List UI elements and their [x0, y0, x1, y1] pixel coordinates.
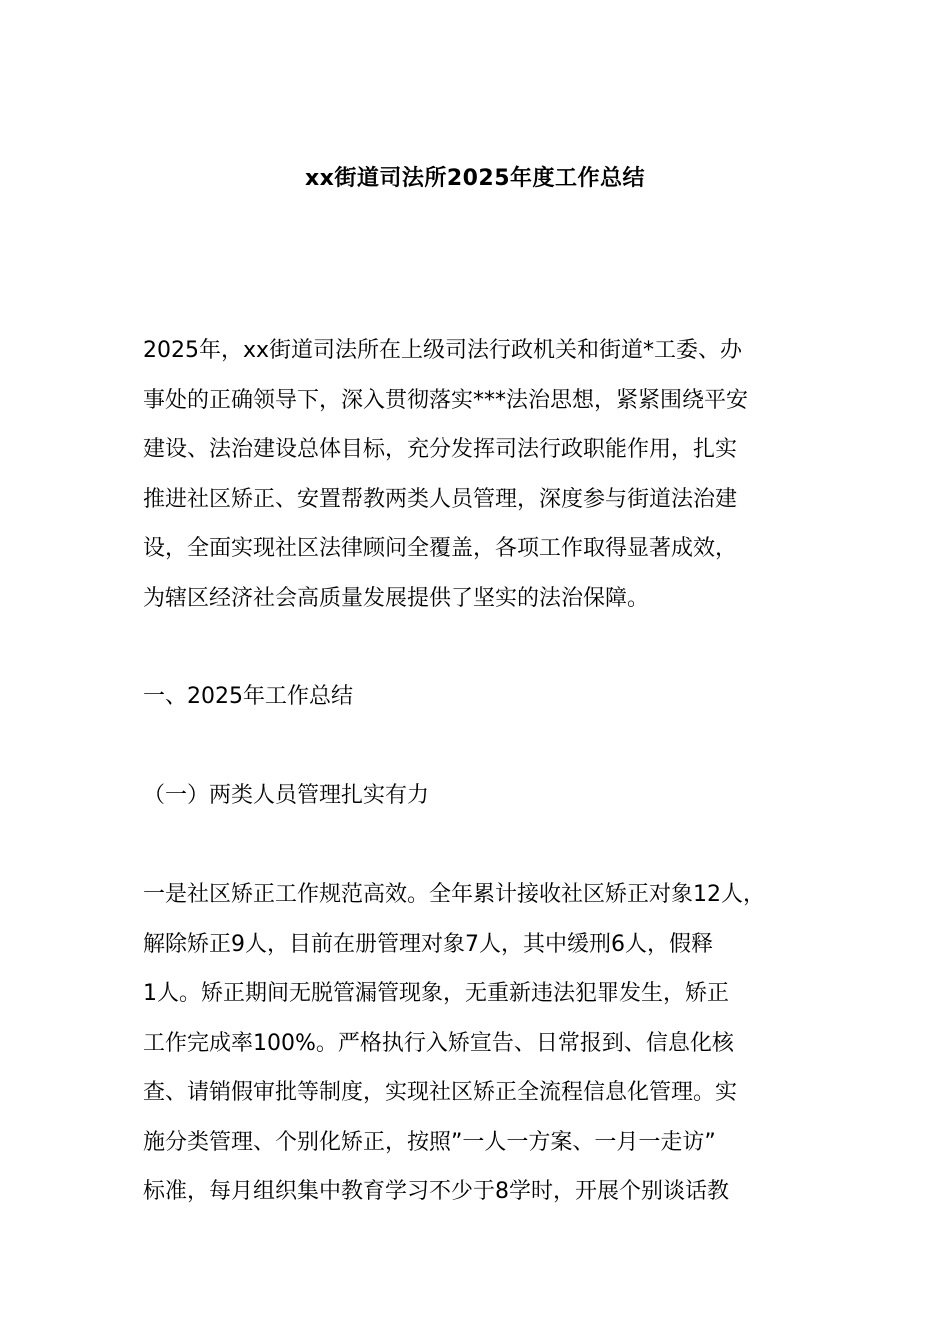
paragraph-line: 解除矫正9人，目前在册管理对象7人，其中缓刑6人，假释 [143, 931, 713, 957]
document-title: xx街道司法所2025年度工作总结 [304, 166, 646, 191]
paragraph-line: 标准，每月组织集中教育学习不少于8学时，开展个别谈话教 [143, 1179, 729, 1204]
subsection-heading: （一）两类人员管理扎实有力 [143, 783, 430, 808]
paragraph-line: 查、请销假审批等制度，实现社区矫正全流程信息化管理。实 [143, 1080, 738, 1105]
paragraph-line: 事处的正确领导下，深入贯彻落实***法治思想，紧紧围绕平安 [143, 387, 749, 413]
intro-paragraph [143, 326, 823, 623]
paragraph-line: 一是社区矫正工作规范高效。全年累计接收社区矫正对象12人， [143, 882, 765, 907]
paragraph-line: 设，全面实现社区法律顾问全覆盖，各项工作取得显著成效， [143, 536, 738, 561]
paragraph-line: 2025年，xx街道司法所在上级司法行政机关和街道*工委、办 [143, 338, 743, 363]
paragraph-line: 工作完成率100%。严格执行入矫宣告、日常报到、信息化核 [143, 1030, 734, 1056]
section-heading: 一、2025年工作总结 [143, 684, 353, 709]
paragraph-line: 为辖区经济社会高质量发展提供了坚实的法治保障。 [143, 585, 650, 611]
body-paragraph [143, 870, 823, 1217]
paragraph-line: 1人。矫正期间无脱管漏管现象，无重新违法犯罪发生，矫正 [143, 981, 729, 1006]
paragraph-line: 推进社区矫正、安置帮教两类人员管理，深度参与街道法治建 [143, 486, 738, 512]
paragraph-line: 施分类管理、个别化矫正，按照”一人一方案、一月一走访” [143, 1129, 716, 1155]
paragraph-line: 建设、法治建设总体目标，充分发挥司法行政职能作用，扎实 [143, 437, 738, 462]
